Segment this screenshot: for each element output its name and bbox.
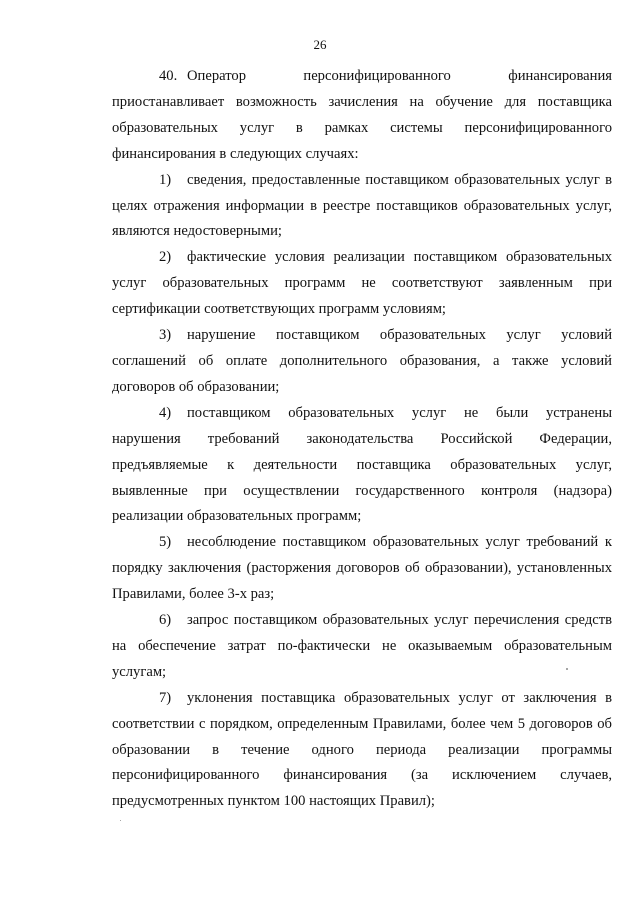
- list-item-2: [112, 245, 612, 323]
- list-item-1: [112, 168, 612, 246]
- list-item-number: 7): [159, 689, 172, 706]
- list-item-6: [112, 608, 612, 686]
- paragraph-text: Оператор персонифицированного финансирования приостанавливает возможность зачисления на обучение для поставщика образовательных услуг в рамках системы персонифицированного финансирования в следующих случаях:: [112, 68, 612, 162]
- document-body: [112, 64, 612, 815]
- list-item-5: [112, 530, 612, 608]
- list-item-4: [112, 401, 612, 531]
- list-item-number: 5): [159, 534, 172, 551]
- list-item-text: фактические условия реализации поставщиком образовательных услуг образовательных программ не соответствуют заявленным при сертификации соответствующих программ условиям;: [112, 249, 612, 318]
- list-item-number: 3): [159, 327, 172, 344]
- list-item-7: [112, 686, 612, 816]
- list-item-text: уклонения поставщика образовательных услуг от заключения в соответствии с порядком, определенным Правилами, более чем 5 договоров об образовании в течение одного периода реализации программы персонифицированного финансирования (за исключением случаев, предусмотренных пунктом 100 настоящих Правил);: [112, 689, 612, 810]
- scan-speck: [120, 820, 121, 821]
- list-item-text: сведения, предоставленные поставщиком образовательных услуг в целях отражения информации в реестре поставщиков образовательных услуг, являются недостоверными;: [112, 171, 612, 240]
- list-item-text: несоблюдение поставщиком образовательных услуг требований к порядку заключения (расторжения договоров об образовании), установленных Правилами, более 3-х раз;: [112, 534, 612, 603]
- list-item-number: 2): [159, 249, 172, 266]
- paragraph-40: [112, 64, 612, 168]
- list-item-number: 4): [159, 404, 172, 421]
- list-item-number: 6): [159, 612, 172, 629]
- list-item-text: поставщиком образовательных услуг не были устранены нарушения требований законодательства Российской Федерации, предъявляемые к деятельности поставщика образовательных услуг, выявленные при осуществлении государственного контроля (надзора) реализации образовательных программ;: [112, 404, 612, 525]
- scan-speck: [566, 668, 568, 670]
- paragraph-number: 40.: [159, 68, 178, 84]
- list-item-text: нарушение поставщиком образовательных услуг условий соглашений об оплате дополнительного образования, а также условий договоров об образовании;: [112, 327, 612, 395]
- list-item-text: запрос поставщиком образовательных услуг перечисления средств на обеспечение затрат по-фактически не оказываемым образовательным услугам;: [112, 612, 612, 680]
- page-number: 26: [313, 37, 327, 52]
- list-item-number: 1): [159, 171, 172, 188]
- list-item-3: [112, 323, 612, 401]
